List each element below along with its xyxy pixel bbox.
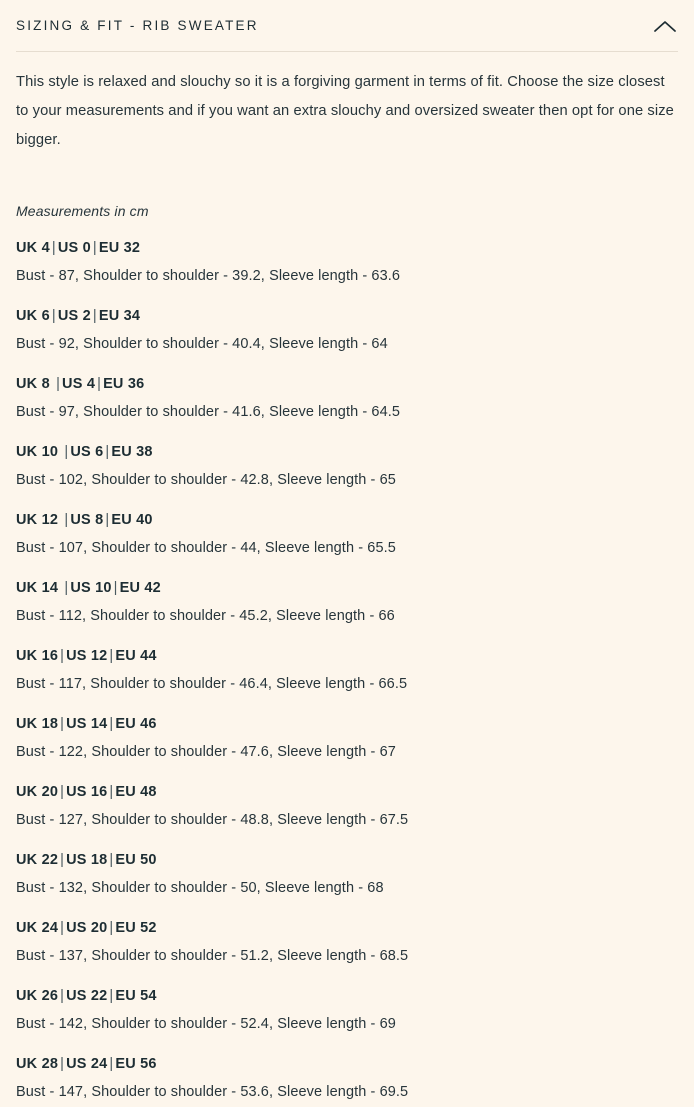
size-heading xyxy=(16,439,678,465)
separator: | xyxy=(105,444,110,460)
size-detail: Bust - 147, Shoulder to shoulder - 53.6, Sleeve length - 69.5 xyxy=(16,1084,409,1100)
separator: | xyxy=(51,240,56,256)
separator: | xyxy=(97,376,102,392)
size-detail: Bust - 137, Shoulder to shoulder - 51.2, Sleeve length - 68.5 xyxy=(16,948,409,964)
size-uk: UK 28 xyxy=(16,1056,59,1072)
list-item xyxy=(16,371,678,427)
separator: | xyxy=(60,1056,65,1072)
size-detail: Bust - 97, Shoulder to shoulder - 41.6, Sleeve length - 64.5 xyxy=(16,404,401,420)
size-heading xyxy=(16,779,678,805)
size-eu: EU 38 xyxy=(111,444,153,460)
size-uk: UK 16 xyxy=(16,648,59,664)
list-item xyxy=(16,983,678,1039)
list-item xyxy=(16,847,678,903)
separator: | xyxy=(60,784,65,800)
size-heading xyxy=(16,371,678,397)
size-heading xyxy=(16,643,678,669)
size-us: US 22 xyxy=(66,988,108,1004)
size-eu: EU 44 xyxy=(115,648,157,664)
size-heading xyxy=(16,303,678,329)
size-list xyxy=(16,235,678,1107)
size-heading xyxy=(16,235,678,261)
size-eu: EU 46 xyxy=(115,716,157,732)
accordion-header[interactable] xyxy=(16,0,678,52)
size-uk: UK 12 xyxy=(16,512,63,528)
size-us: US 14 xyxy=(66,716,108,732)
size-us: US 18 xyxy=(66,852,108,868)
separator: | xyxy=(109,1056,114,1072)
size-uk: UK 24 xyxy=(16,920,59,936)
size-us: US 20 xyxy=(66,920,108,936)
size-uk: UK 18 xyxy=(16,716,59,732)
list-item xyxy=(16,575,678,631)
size-us: US 12 xyxy=(66,648,108,664)
size-uk: UK 14 xyxy=(16,580,63,596)
separator: | xyxy=(92,240,97,256)
list-item xyxy=(16,235,678,291)
size-detail: Bust - 132, Shoulder to shoulder - 50, Sleeve length - 68 xyxy=(16,880,384,896)
size-us: US 4 xyxy=(62,376,96,392)
chevron-up-icon[interactable] xyxy=(652,13,678,39)
size-detail: Bust - 102, Shoulder to shoulder - 42.8, Sleeve length - 65 xyxy=(16,472,396,488)
list-item xyxy=(16,1051,678,1107)
separator: | xyxy=(109,988,114,1004)
separator: | xyxy=(113,580,118,596)
separator: | xyxy=(60,852,65,868)
list-item xyxy=(16,915,678,971)
separator: | xyxy=(109,648,114,664)
size-eu: EU 34 xyxy=(98,308,141,324)
separator: | xyxy=(60,648,65,664)
list-item xyxy=(16,303,678,359)
size-uk: UK 26 xyxy=(16,988,59,1004)
size-detail: Bust - 117, Shoulder to shoulder - 46.4, Sleeve length - 66.5 xyxy=(16,676,408,692)
size-detail: Bust - 122, Shoulder to shoulder - 47.6, Sleeve length - 67 xyxy=(16,744,396,760)
size-us: US 8 xyxy=(70,512,104,528)
measurements-note: Measurements in cm xyxy=(16,203,149,219)
size-heading xyxy=(16,575,678,601)
size-detail: Bust - 127, Shoulder to shoulder - 48.8, Sleeve length - 67.5 xyxy=(16,812,409,828)
separator: | xyxy=(64,444,69,460)
list-item xyxy=(16,779,678,835)
separator: | xyxy=(109,784,114,800)
separator: | xyxy=(109,852,114,868)
size-eu: EU 54 xyxy=(115,988,157,1004)
list-item xyxy=(16,643,678,699)
size-eu: EU 48 xyxy=(115,784,157,800)
separator: | xyxy=(109,920,114,936)
size-uk: UK 6 xyxy=(16,308,50,324)
size-us: US 24 xyxy=(66,1056,108,1072)
list-item xyxy=(16,439,678,495)
size-eu: EU 40 xyxy=(111,512,153,528)
page-title: SIZING & FIT - RIB SWEATER xyxy=(16,18,259,33)
size-uk: UK 10 xyxy=(16,444,63,460)
list-item xyxy=(16,507,678,563)
size-detail: Bust - 87, Shoulder to shoulder - 39.2, Sleeve length - 63.6 xyxy=(16,268,401,284)
size-us: US 16 xyxy=(66,784,108,800)
size-heading xyxy=(16,847,678,873)
size-detail: Bust - 142, Shoulder to shoulder - 52.4, Sleeve length - 69 xyxy=(16,1016,396,1032)
size-heading xyxy=(16,1051,678,1077)
separator: | xyxy=(64,512,69,528)
size-eu: EU 36 xyxy=(103,376,145,392)
separator: | xyxy=(60,716,65,732)
size-eu: EU 52 xyxy=(115,920,157,936)
size-detail: Bust - 92, Shoulder to shoulder - 40.4, Sleeve length - 64 xyxy=(16,336,388,352)
size-heading xyxy=(16,507,678,533)
separator: | xyxy=(109,716,114,732)
size-us: US 6 xyxy=(70,444,104,460)
size-heading xyxy=(16,711,678,737)
size-heading xyxy=(16,915,678,941)
size-detail: Bust - 107, Shoulder to shoulder - 44, Sleeve length - 65.5 xyxy=(16,540,396,556)
separator: | xyxy=(56,376,61,392)
size-uk: UK 22 xyxy=(16,852,59,868)
size-uk: UK 4 xyxy=(16,240,50,256)
size-us: US 0 xyxy=(57,240,91,256)
separator: | xyxy=(92,308,97,324)
list-item xyxy=(16,711,678,767)
size-us: US 2 xyxy=(57,308,91,324)
separator: | xyxy=(105,512,110,528)
size-eu: EU 32 xyxy=(98,240,141,256)
size-uk: UK 20 xyxy=(16,784,59,800)
separator: | xyxy=(60,988,65,1004)
size-eu: EU 56 xyxy=(115,1056,157,1072)
separator: | xyxy=(51,308,56,324)
size-detail: Bust - 112, Shoulder to shoulder - 45.2, Sleeve length - 66 xyxy=(16,608,395,624)
intro-paragraph: This style is relaxed and slouchy so it is a forgiving garment in terms of fit. Choose the size closest to your measurements and if you want an extra slouchy and oversized sweater then opt for one size bigger. xyxy=(16,74,674,148)
size-eu: EU 42 xyxy=(119,580,161,596)
size-eu: EU 50 xyxy=(115,852,157,868)
size-uk: UK 8 xyxy=(16,376,55,392)
separator: | xyxy=(64,580,69,596)
separator: | xyxy=(60,920,65,936)
size-us: US 10 xyxy=(70,580,112,596)
size-heading xyxy=(16,983,678,1009)
